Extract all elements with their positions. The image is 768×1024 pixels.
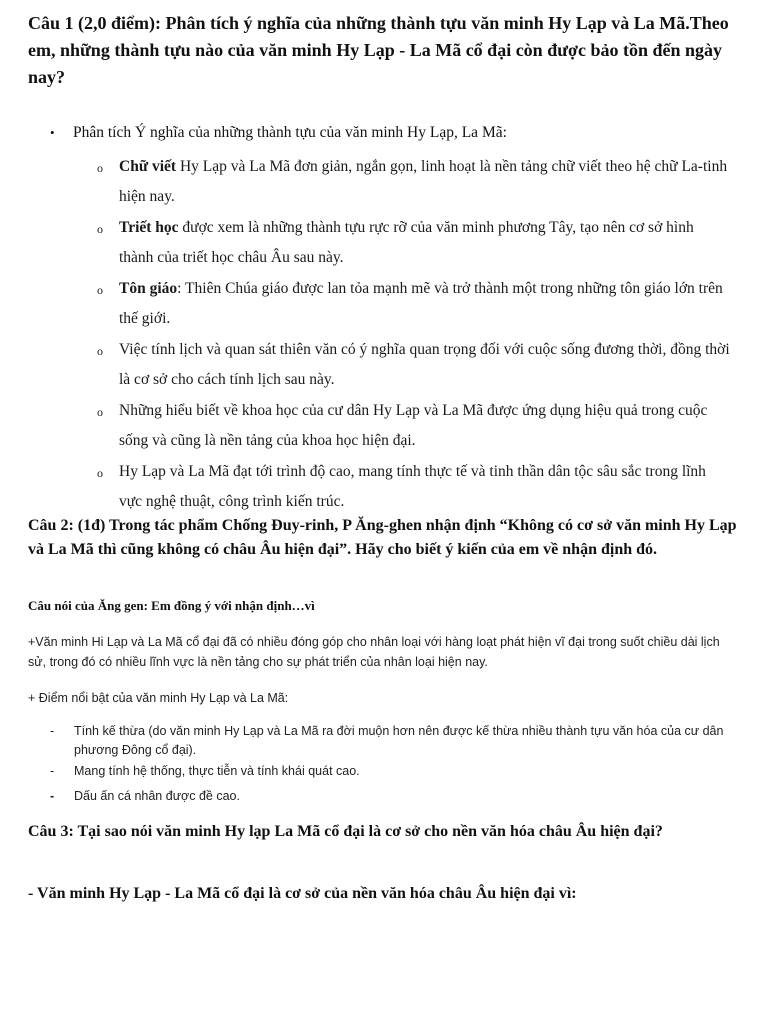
item-text: Việc tính lịch và quan sát thiên văn có ý nghĩa quan trọng đối với cuộc sống đương thời, đồng thời là cơ sở cho cách tính lịch sau này. <box>119 341 730 388</box>
dash-marker: - <box>50 764 55 778</box>
question-1-title: Câu 1 (2,0 điểm): Phân tích ý nghĩa của những thành tựu văn minh Hy Lạp và La Mã.Theo em, những thành tựu nào của văn minh Hy Lạp - La Mã cổ đại còn được bảo tồn đến ngày nay? <box>28 13 729 87</box>
sub-list-item <box>50 396 730 456</box>
sub-list-item <box>50 152 730 212</box>
sub-bullet-marker: o <box>97 222 103 236</box>
sub-list-item <box>50 335 730 395</box>
dash-text: Tính kế thừa (do văn minh Hy Lạp và La Mã ra đời muộn hơn nên được kế thừa nhiều thành tựu văn hóa của cư dân phương Đông cổ đại). <box>74 724 724 757</box>
item-text: Hy Lạp và La Mã đơn giản, ngắn gọn, linh hoạt là nền tảng chữ viết theo hệ chữ La-tinh hiện nay. <box>119 158 728 205</box>
question-2-subtitle: Câu nói của Ăng gen: Em đồng ý với nhận định…vì <box>28 598 315 613</box>
sub-bullet-marker: o <box>97 283 103 297</box>
sub-bullet-marker: o <box>97 405 103 419</box>
sub-list-item <box>50 457 730 517</box>
bullet-text: Phân tích Ý nghĩa của những thành tựu của văn minh Hy Lạp, La Mã: <box>73 124 507 141</box>
item-text: Những hiểu biết về khoa học của cư dân Hy Lạp và La Mã được ứng dụng hiệu quả trong cuộc sống và cũng là nền tảng của khoa học hiện đại. <box>119 402 708 449</box>
question-3-title: Câu 3: Tại sao nói văn minh Hy lạp La Mã cổ đại là cơ sở cho nền văn hóa châu Âu hiện đại? <box>28 823 663 840</box>
sub-bullet-marker: o <box>97 466 103 480</box>
sub-bullet-marker: o <box>97 344 103 358</box>
sub-list-item <box>50 213 730 273</box>
dash-text: Mang tính hệ thống, thực tiễn và tính khái quát cao. <box>74 764 360 778</box>
bullet-marker: • <box>50 125 55 140</box>
question-2-title: Câu 2: (1đ) Trong tác phẩm Chống Đuy-rinh, P Ăng-ghen nhận định “Không có cơ sở văn minh Hy Lạp và La Mã thì cũng không có châu Âu hiện đại”. Hãy cho biết ý kiến của em về nhận định đó. <box>28 517 737 558</box>
item-bold-lead: Tôn giáo <box>119 280 178 297</box>
dash-text: Dấu ấn cá nhân được đề cao. <box>74 789 240 803</box>
sub-list-item <box>50 274 730 334</box>
list-item <box>50 118 730 148</box>
dash-marker: - <box>50 789 55 803</box>
item-bold-lead: Triết học <box>119 219 179 236</box>
paragraph: + Điểm nổi bật của văn minh Hy Lạp và La Mã: <box>28 691 289 705</box>
question-1-list <box>50 118 730 518</box>
question-3-answer: - Văn minh Hy Lạp - La Mã cổ đại là cơ sở của nền văn hóa châu Âu hiện đại vì: <box>28 885 577 902</box>
sub-bullet-marker: o <box>97 161 103 175</box>
item-text: được xem là những thành tựu rực rỡ của văn minh phương Tây, tạo nên cơ sở hình thành của triết học châu Âu sau này. <box>119 219 694 266</box>
item-text: : Thiên Chúa giáo được lan tỏa mạnh mẽ và trở thành một trong những tôn giáo lớn trên thế giới. <box>119 280 723 327</box>
sub-list <box>50 152 730 517</box>
item-bold-lead: Chữ viết <box>119 158 177 175</box>
item-text: Hy Lạp và La Mã đạt tới trình độ cao, mang tính thực tế và tinh thần dân tộc sâu sắc trong lĩnh vực nghệ thuật, công trình kiến trúc. <box>119 463 706 510</box>
paragraph: +Văn minh Hi Lạp và La Mã cổ đại đã có nhiều đóng góp cho nhân loại với hàng loạt phát hiện vĩ đại trong suốt chiều dài lịch sử, trong đó có nhiều lĩnh vực là nền tảng cho sự phát triển của nhân loại hiện nay. <box>28 635 720 669</box>
dash-marker: - <box>50 724 55 738</box>
